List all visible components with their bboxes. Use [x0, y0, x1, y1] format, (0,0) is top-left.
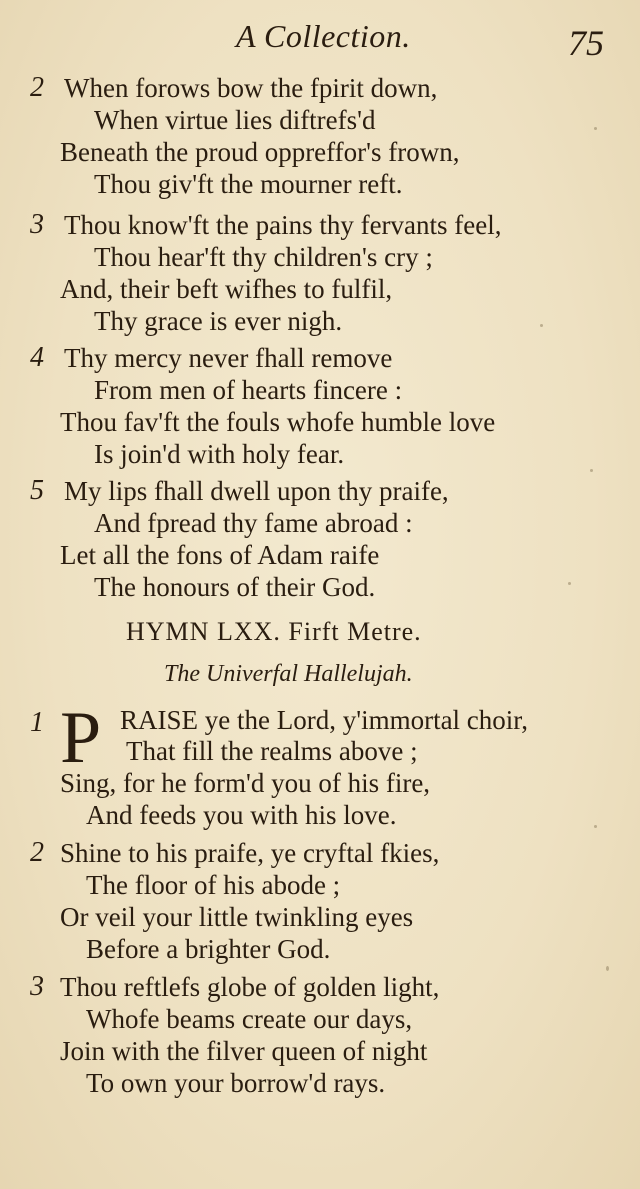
verse-line: When virtue lies diftrefs'd: [94, 105, 376, 135]
stanza: [30, 72, 610, 200]
verse-line: Thou reftlefs globe of golden light,: [60, 972, 440, 1002]
verse-number: 2: [30, 72, 44, 103]
verse-number: 1: [30, 707, 44, 738]
paper-speck: [606, 966, 609, 971]
hymn-heading: HYMN LXX. Firft Metre.: [126, 617, 422, 646]
verse-line: Thy grace is ever nigh.: [94, 306, 343, 336]
verse-line: Join with the filver queen of night: [60, 1036, 428, 1066]
stanza: [30, 209, 610, 337]
verse-number: 3: [30, 209, 44, 240]
verse-line: Thou giv'ft the mourner reft.: [94, 169, 403, 199]
running-title: A Collection.: [236, 18, 411, 54]
verse-line: Beneath the proud oppreffor's frown,: [60, 137, 460, 167]
verse-line: Shine to his praife, ye cryftal fkies,: [60, 838, 440, 868]
verse-line: Sing, for he form'd you of his fire,: [60, 768, 431, 798]
verse-number: 5: [30, 475, 44, 506]
paper-speck: [540, 324, 543, 327]
verse-line: And feeds you with his love.: [86, 800, 397, 830]
verse-line: Or veil your little twinkling eyes: [60, 902, 414, 932]
verse-line: RAISE ye the Lord, y'immortal choir,: [120, 705, 528, 735]
verse-line: My lips fhall dwell upon thy praife,: [64, 476, 449, 506]
verse-line: Let all the fons of Adam raife: [60, 540, 380, 570]
page-number: 75: [568, 23, 604, 63]
verse-number: 2: [30, 837, 44, 868]
verse-number: 4: [30, 342, 44, 373]
drop-capital: P: [60, 697, 102, 779]
paper-speck: [590, 469, 593, 472]
stanza: [30, 342, 610, 470]
verse-line: That fill the realms above ;: [126, 736, 418, 766]
verse-line: Thou hear'ft thy children's cry ;: [94, 242, 433, 272]
verse-line: Is join'd with holy fear.: [94, 439, 345, 469]
paper-speck: [568, 582, 571, 585]
stanza: [30, 475, 610, 603]
verse-line: When forows bow the fpirit down,: [64, 73, 438, 103]
stanza-continuation: [30, 735, 610, 831]
stanza: [30, 971, 610, 1099]
verse-line: Thou know'ft the pains thy fervants feel,: [64, 210, 502, 240]
paper-speck: [594, 127, 597, 130]
verse-line: Thou fav'ft the fouls whofe humble love: [60, 407, 496, 437]
paper-speck: [594, 825, 597, 828]
verse-number: 3: [30, 971, 44, 1002]
hymn-subtitle: The Univerfal Hallelujah.: [164, 661, 413, 687]
verse-line: Whofe beams create our days,: [86, 1004, 413, 1034]
verse-line: Thy mercy never fhall remove: [64, 343, 393, 373]
verse-line: And fpread thy fame abroad :: [94, 508, 413, 538]
verse-line: To own your borrow'd rays.: [86, 1068, 386, 1098]
verse-line: And, their beft wifhes to fulfil,: [60, 274, 393, 304]
verse-line: Before a brighter God.: [86, 934, 331, 964]
stanza: [30, 837, 610, 965]
verse-line: From men of hearts fincere :: [94, 375, 403, 405]
verse-line: The floor of his abode ;: [86, 870, 341, 900]
verse-line: The honours of their God.: [94, 572, 376, 602]
